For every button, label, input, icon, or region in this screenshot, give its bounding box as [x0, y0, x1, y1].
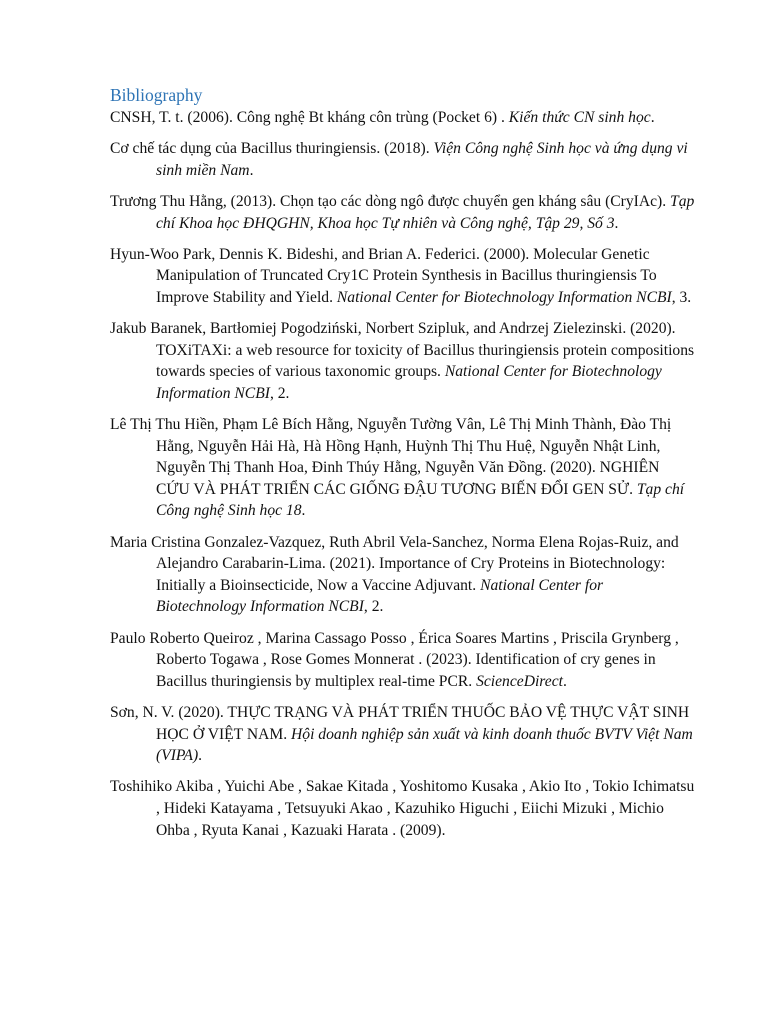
entry-text: Jakub Baranek, Bartłomiej Pogodziński, Norbert Szipluk, and Andrzej Zielezinski. (2020). TOXiTAXi: a web resource for toxicity of Bacillus thuringiensis protein compositions towards species of various taxonomic groups.	[110, 320, 695, 381]
bibliography-entry	[110, 191, 696, 234]
entry-tail: .	[562, 672, 567, 690]
entry-source: Tạp chí Công nghệ Sinh học 18	[156, 480, 685, 520]
entry-text: Hyun-Woo Park, Dennis K. Bideshi, and Brian A. Federici. (2000). Molecular Genetic Manipulation of Truncated Cry1C Protein Synthesis in Bacillus thuringiensis To Improve Stability and Yield.	[110, 245, 657, 306]
entry-tail: , 2.	[363, 598, 384, 616]
entry-source: Viện Công nghệ Sinh học và ứng dụng vi sinh miền Nam	[156, 140, 688, 179]
entry-source: National Center for Biotechnology Information NCBI	[156, 576, 604, 616]
entry-tail: .	[301, 502, 306, 520]
bibliography-heading: Bibliography	[110, 85, 203, 105]
entry-text: Paulo Roberto Queiroz , Marina Cassago Posso , Érica Soares Martins , Priscila Grynberg , Roberto Togawa , Rose Gomes Monnerat . (2023). Identification of cry genes in Bacillus thuringiensis by multiplex real-time PCR.	[110, 629, 679, 690]
bibliography-entry	[110, 628, 696, 693]
bibliography-section	[110, 84, 696, 851]
entry-source: National Center for Biotechnology Information NCBI	[156, 363, 662, 402]
entry-source: Hội doanh nghiệp sản xuất và kinh doanh thuốc BVTV Việt Nam (VIPA)	[156, 725, 693, 765]
entry-text: Cơ chế tác dụng của Bacillus thuringiensis. (2018).	[110, 140, 434, 158]
entry-tail: .	[614, 214, 619, 232]
bibliography-entry	[110, 138, 696, 181]
entry-text: Sơn, N. V. (2020). THỰC TRẠNG VÀ PHÁT TRIỂN THUỐC BẢO VỆ THỰC VẬT SINH HỌC Ở VIỆT NAM.	[110, 704, 690, 743]
entry-tail: , 3.	[671, 288, 692, 306]
entry-tail: , 2.	[269, 384, 290, 402]
bibliography-entry	[110, 107, 696, 129]
bibliography-entry	[110, 244, 696, 309]
entry-source: National Center for Biotechnology Information NCBI	[336, 288, 672, 306]
entry-text: Trương Thu Hằng, (2013). Chọn tạo các dòng ngô được chuyển gen kháng sâu (CryIAc).	[110, 192, 671, 210]
bibliography-entry	[110, 532, 696, 618]
entry-tail: .	[249, 161, 254, 179]
entry-source: Kiến thức CN sinh học	[508, 109, 651, 126]
entry-tail: .	[650, 109, 655, 126]
bibliography-entry	[110, 776, 696, 841]
entry-source: Tạp chí Khoa học ĐHQGHN, Khoa học Tự nhiên và Công nghệ, Tập 29, Số 3	[156, 192, 695, 232]
entry-text: CNSH, T. t. (2006). Công nghệ Bt kháng côn trùng (Pocket 6) .	[110, 109, 509, 126]
bibliography-entry	[110, 702, 696, 767]
entry-source: ScienceDirect	[476, 672, 563, 690]
entry-text: Toshihiko Akiba , Yuichi Abe , Sakae Kitada , Yoshitomo Kusaka , Akio Ito , Tokio Ichimatsu , Hideki Katayama , Tetsuyuki Akao , Kazuhiko Higuchi , Eiichi Mizuki , Michio Ohba , Ryuta Kanai , Kazuaki Harata . (2009).	[110, 778, 695, 839]
bibliography-entry	[110, 318, 696, 404]
bibliography-entry	[110, 414, 696, 522]
entry-text: Maria Cristina Gonzalez-Vazquez, Ruth Abril Vela-Sanchez, Norma Elena Rojas-Ruiz, and Alejandro Carabarin-Lima. (2021). Importance of Cry Proteins in Biotechnology: Initially a Bioinsecticide, Now a Vaccine Adjuvant.	[110, 533, 679, 594]
entry-tail: .	[198, 747, 203, 765]
entry-text: Lê Thị Thu Hiền, Phạm Lê Bích Hằng, Nguyễn Tường Vân, Lê Thị Minh Thành, Đào Thị Hằng, Nguyễn Hải Hà, Hà Hồng Hạnh, Huỳnh Thị Thu Huệ, Nguyễn Nhật Linh, Nguyễn Thị Thanh Hoa, Đinh Thúy Hằng, Nguyễn Văn Đồng. (2020). NGHIÊN CỨU VÀ PHÁT TRIỂN CÁC GIỐNG ĐẬU TƯƠNG BIẾN ĐỔI GEN SỬ.	[110, 416, 672, 498]
